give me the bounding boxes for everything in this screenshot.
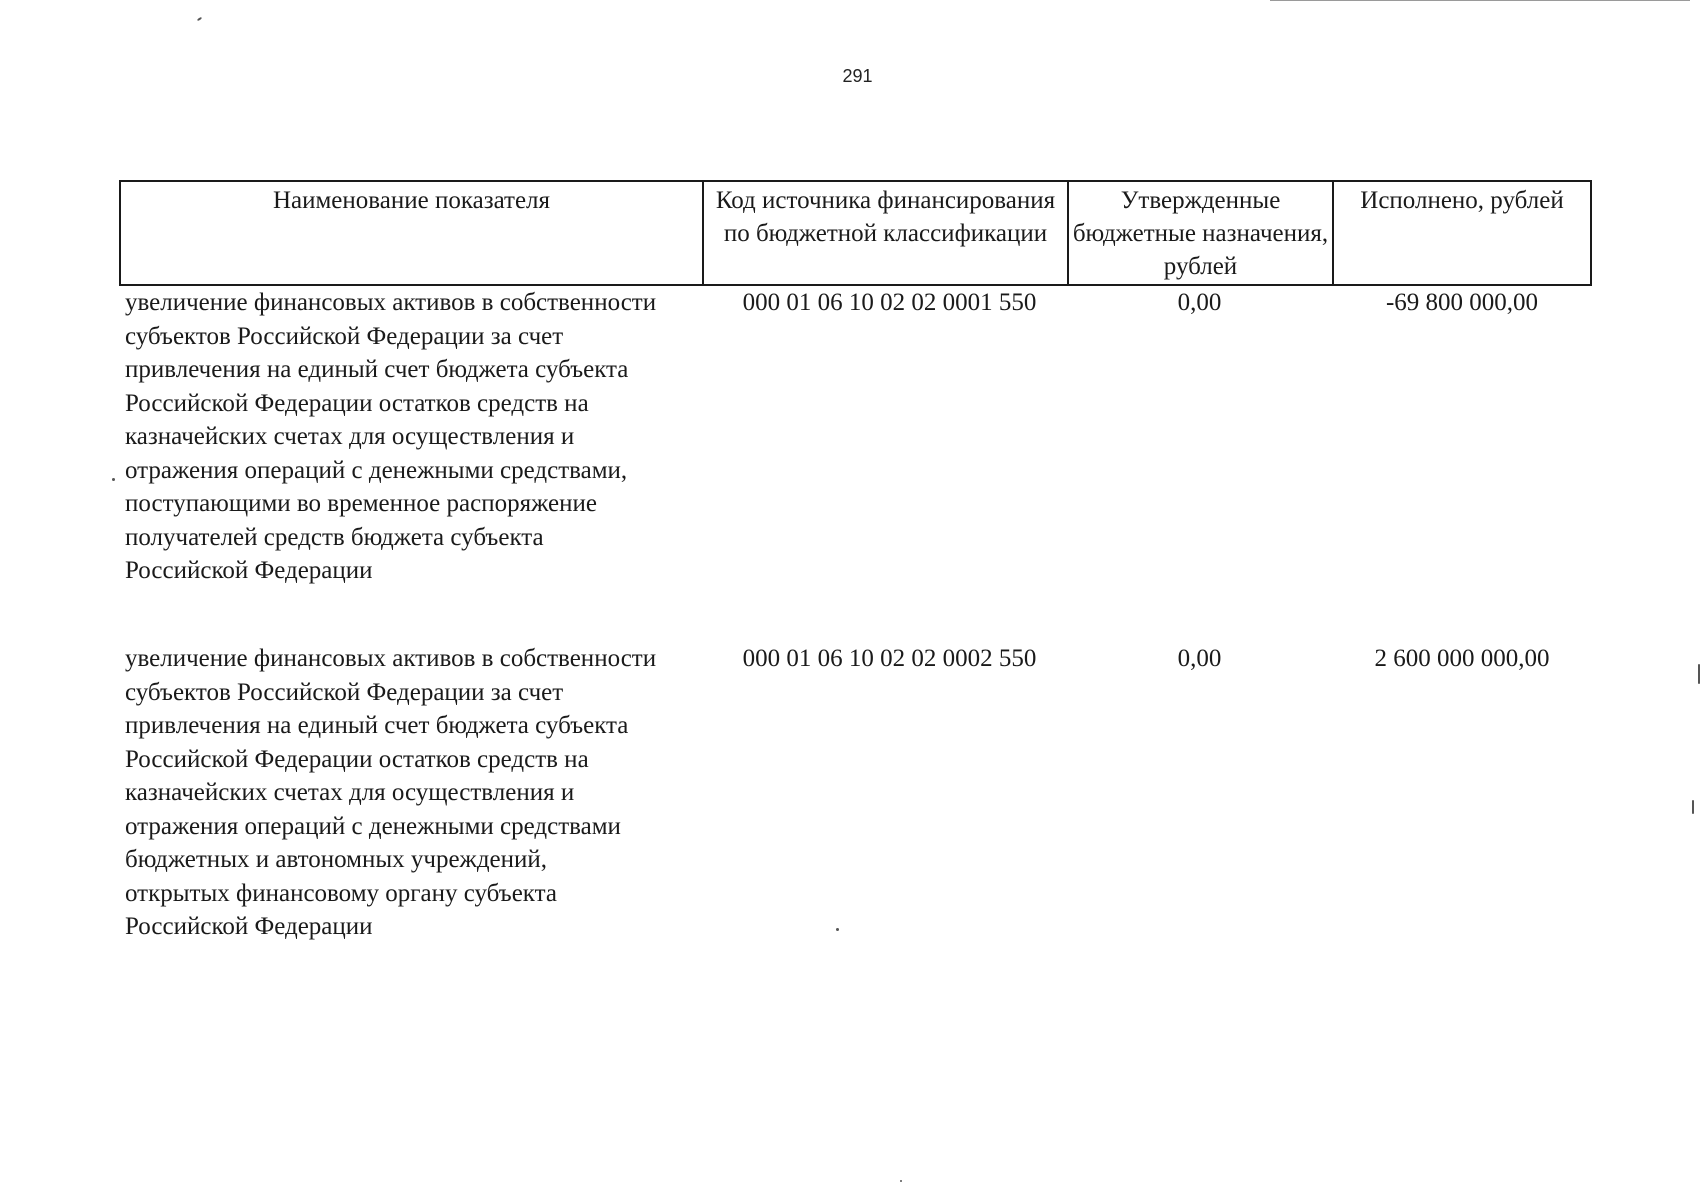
scan-edge-top	[1270, 0, 1690, 1]
row-executed: 2 600 000 000,00	[1374, 645, 1550, 672]
scan-speck	[1698, 664, 1700, 684]
row-approved: 0,00	[1177, 289, 1222, 316]
scan-speck	[1692, 800, 1694, 814]
header-indicator-name: Наименование показателя	[121, 182, 704, 284]
table-row	[119, 286, 1592, 588]
table-header	[119, 180, 1592, 286]
row-executed: -69 800 000,00	[1385, 289, 1539, 316]
header-source-code: Код источника финансирования по бюджетной классификации	[704, 182, 1069, 284]
header-executed: Исполнено, рублей	[1360, 187, 1564, 214]
table-row	[119, 642, 1592, 944]
row-approved: 0,00	[1177, 645, 1222, 672]
page-number: 291	[842, 66, 873, 86]
row-source-code: 000 01 06 10 02 02 0001 550	[742, 289, 1037, 316]
row-source-code: 000 01 06 10 02 02 0002 550	[742, 645, 1037, 672]
scan-speck	[197, 17, 202, 22]
scan-speck	[900, 1180, 902, 1182]
scan-speck	[112, 478, 115, 481]
scan-speck	[836, 928, 839, 931]
header-approved: Утвержденные бюджетные назначения, рублей	[1069, 182, 1334, 284]
row-indicator-name: увеличение финансовых активов в собственности субъектов Российской Федерации за счет привлечения на единый счет бюджета субъекта Российской Федерации остатков средств на казначейских счетах для осуществления и отражения операций с денежными средствами, поступающими во временное распоряжение получателей средств бюджета субъекта Российской Федерации	[125, 289, 657, 584]
row-indicator-name: увеличение финансовых активов в собственности субъектов Российской Федерации за счет привлечения на единый счет бюджета субъекта Российской Федерации остатков средств на казначейских счетах для осуществления и отражения операций с денежными средствами бюджетных и автономных учреждений, открытых финансовому органу субъекта Российской Федерации	[125, 645, 657, 940]
